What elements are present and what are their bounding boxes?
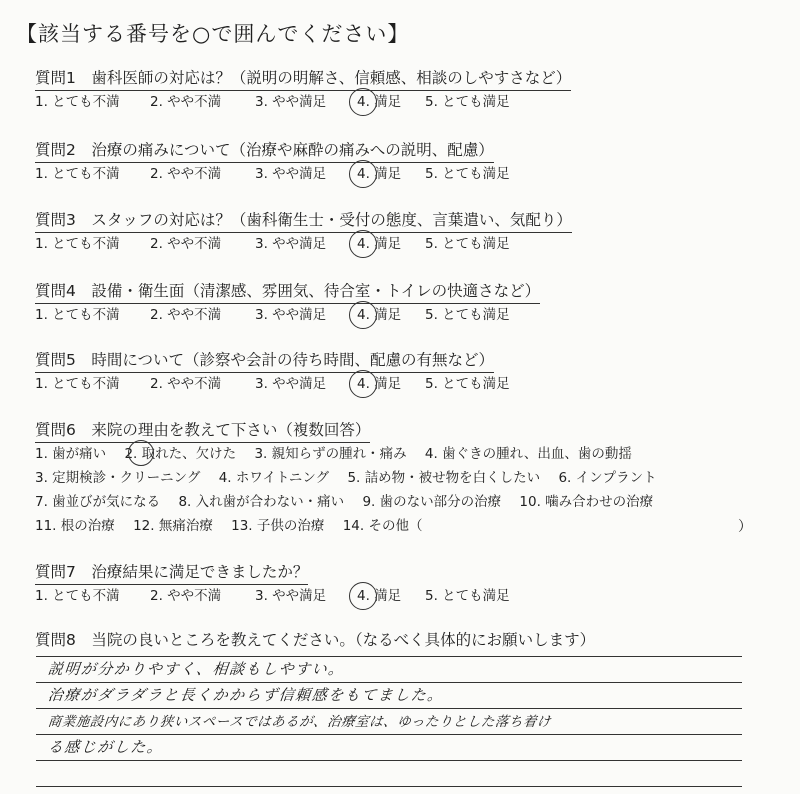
option-1[interactable]: 1. とても不満	[35, 166, 120, 182]
option-6[interactable]: 6. インプラント	[558, 470, 657, 486]
option-5[interactable]: 5. 詰め物・被せ物を白くしたい	[347, 470, 541, 486]
options-row	[35, 468, 671, 488]
option-5[interactable]: 5. とても満足	[425, 376, 510, 392]
option-3[interactable]: 3. 定期検診・クリーニング	[35, 470, 201, 486]
option-4[interactable]: 4. 満足	[357, 236, 402, 252]
option-3[interactable]: 3. やや満足	[255, 166, 327, 182]
option-5[interactable]: 5. とても満足	[425, 236, 510, 252]
option-7[interactable]: 7. 歯並びが気になる	[35, 494, 161, 510]
question-title: 質問5 時間について（診察や会計の待ち時間、配慮の有無など）	[35, 350, 494, 373]
option-1[interactable]: 1. とても不満	[35, 307, 120, 323]
option-4[interactable]: 4. 満足	[357, 307, 402, 323]
page-title: 【該当する番号を○で囲んでください】	[16, 22, 410, 46]
option-4[interactable]: 4. ホワイトニング	[218, 470, 330, 486]
closing-paren: ）	[738, 519, 752, 535]
question-title: 質問4 設備・衛生面（清潔感、雰囲気、待合室・トイレの快適さなど）	[35, 281, 540, 304]
option-2[interactable]: 2. やや不満	[150, 236, 222, 252]
question-title: 質問3 スタッフの対応は？（歯科衛生士・受付の態度、言葉遣い、気配り）	[35, 210, 572, 233]
option-1[interactable]: 1. とても不満	[35, 588, 120, 604]
question-title: 質問6 来院の理由を教えて下さい（複数回答）	[35, 420, 370, 443]
question-title: 質問1 歯科医師の対応は？（説明の明解さ、信頼感、相談のしやすさなど）	[35, 68, 571, 91]
option-4[interactable]: 4. 満足	[357, 94, 402, 110]
question-title: 質問7 治療結果に満足できましたか？	[35, 562, 308, 585]
handwritten-answer: 商業施設内にあり狭いスペースではあるが、治療室は、ゆったりとした落ち着け	[46, 714, 552, 730]
option-9[interactable]: 9. 歯のない部分の治療	[362, 494, 502, 510]
option-2[interactable]: 2. 取れた、欠けた	[124, 446, 237, 462]
option-8[interactable]: 8. 入れ歯が合わない・痛い	[178, 494, 345, 510]
option-3[interactable]: 3. やや満足	[255, 94, 327, 110]
option-1[interactable]: 1. 歯が痛い	[35, 446, 107, 462]
option-5[interactable]: 5. とても満足	[425, 307, 510, 323]
question-title: 質問2 治療の痛みについて（治療や麻酔の痛みへの説明、配慮）	[35, 140, 494, 163]
option-1[interactable]: 1. とても不満	[35, 236, 120, 252]
answer-line	[36, 682, 742, 683]
option-12[interactable]: 12. 無痛治療	[133, 518, 213, 534]
answer-line	[36, 734, 742, 735]
option-5[interactable]: 5. とても満足	[425, 94, 510, 110]
option-5[interactable]: 5. とても満足	[425, 166, 510, 182]
option-2[interactable]: 2. やや不満	[150, 376, 222, 392]
answer-line	[36, 786, 742, 787]
option-11[interactable]: 11. 根の治療	[35, 518, 115, 534]
options-row	[35, 444, 646, 464]
option-2[interactable]: 2. やや不満	[150, 94, 222, 110]
option-5[interactable]: 5. とても満足	[425, 588, 510, 604]
option-13[interactable]: 13. 子供の治療	[231, 518, 325, 534]
question-title: 質問8 当院の良いところを教えてください。（なるべく具体的にお願いします）	[35, 631, 596, 649]
answer-line	[36, 760, 742, 761]
answer-line	[36, 708, 742, 709]
option-3[interactable]: 3. やや満足	[255, 376, 327, 392]
handwritten-answer: 説明が分かりやすく、相談もしやすい。	[47, 660, 346, 678]
option-1[interactable]: 1. とても不満	[35, 376, 120, 392]
option-3[interactable]: 3. やや満足	[255, 307, 327, 323]
option-10[interactable]: 10. 噛み合わせの治療	[519, 494, 654, 510]
handwritten-answer: 治療がダラダラと長くかからず信頼感をもてました。	[47, 686, 445, 704]
option-4[interactable]: 4. 満足	[357, 376, 402, 392]
option-2[interactable]: 2. やや不満	[150, 588, 222, 604]
option-3[interactable]: 3. 親知らずの腫れ・痛み	[254, 446, 407, 462]
option-4[interactable]: 4. 満足	[357, 166, 402, 182]
option-3[interactable]: 3. やや満足	[255, 588, 327, 604]
option-2[interactable]: 2. やや不満	[150, 307, 222, 323]
options-row	[35, 492, 667, 512]
option-1[interactable]: 1. とても不満	[35, 94, 120, 110]
option-2[interactable]: 2. やや不満	[150, 166, 222, 182]
option-4[interactable]: 4. 満足	[357, 588, 402, 604]
option-3[interactable]: 3. やや満足	[255, 236, 327, 252]
handwritten-answer: る感じがした。	[47, 738, 165, 756]
options-row	[35, 516, 436, 536]
option-4[interactable]: 4. 歯ぐきの腫れ、出血、歯の動揺	[424, 446, 632, 462]
option-14[interactable]: 14. その他（	[342, 518, 423, 534]
answer-line	[36, 656, 742, 657]
